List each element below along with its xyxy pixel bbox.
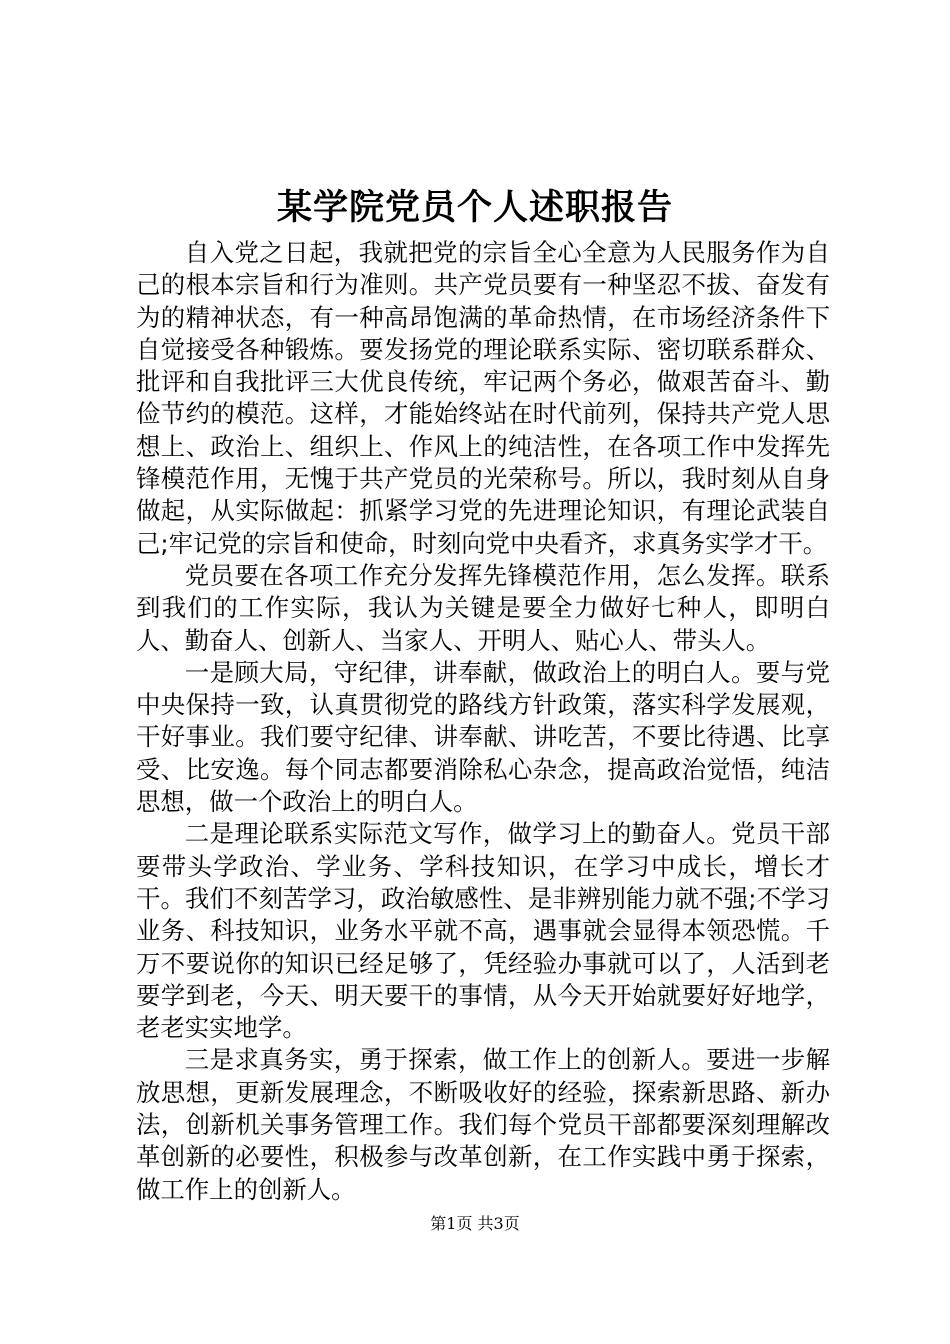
paragraph-4: 二是理论联系实际范文写作，做学习上的勤奋人。党员干部要带头学政治、学业务、学科技知识，在学习中成长，增长才干。我们不刻苦学习，政治敏感性、是非辨别能力就不强;不学习业务、科技知识，业务水平就不高，遇事就会显得本领恐慌。千万不要说你的知识已经足够了，凭经验办事就可以了，人活到老要学到老，今天、明天要干的事情，从今天开始就要好好地学，老老实实地学。 bbox=[136, 819, 830, 1043]
paragraph-2: 党员要在各项工作充分发挥先锋模范作用，怎么发挥。联系到我们的工作实际，我认为关键是要全力做好七种人，即明白人、勤奋人、创新人、当家人、开明人、贴心人、带头人。 bbox=[136, 560, 830, 655]
paragraph-5: 三是求真务实，勇于探索，做工作上的创新人。要进一步解放思想，更新发展理念，不断吸收好的经验，探索新思路、新办法，创新机关事务管理工作。我们每个党员干部都要深刻理解改革创新的必要性，积极参与改革创新，在工作实践中勇于探索，做工作上的创新人。 bbox=[136, 1045, 830, 1204]
document-body bbox=[136, 237, 830, 1206]
paragraph-3: 一是顾大局，守纪律，讲奉献，做政治上的明白人。要与党中央保持一致，认真贯彻党的路线方针政策，落实科学发展观，干好事业。我们要守纪律、讲奉献、讲吃苦，不要比待遇、比享受、比安逸。每个同志都要消除私心杂念，提高政治觉悟，纯洁思想，做一个政治上的明白人。 bbox=[136, 657, 830, 817]
page-number-footer: 第1页 共3页 bbox=[430, 1214, 520, 1233]
document-title: 某学院党员个人述职报告 bbox=[276, 187, 673, 228]
paragraph-1: 自入党之日起，我就把党的宗旨全心全意为人民服务作为自己的根本宗旨和行为准则。共产党员要有一种坚忍不拔、奋发有为的精神状态，有一种高昂饱满的革命热情，在市场经济条件下自觉接受各种锻炼。要发扬党的理论联系实际、密切联系群众、批评和自我批评三大优良传统，牢记两个务必，做艰苦奋斗、勤俭节约的模范。这样，才能始终站在时代前列，保持共产党人思想上、政治上、组织上、作风上的纯洁性，在各项工作中发挥先锋模范作用，无愧于共产党员的光荣称号。所以，我时刻从自身做起，从实际做起：抓紧学习党的先进理论知识，有理论武装自己;牢记党的宗旨和使命，时刻向党中央看齐，求真务实学才干。 bbox=[136, 238, 830, 558]
